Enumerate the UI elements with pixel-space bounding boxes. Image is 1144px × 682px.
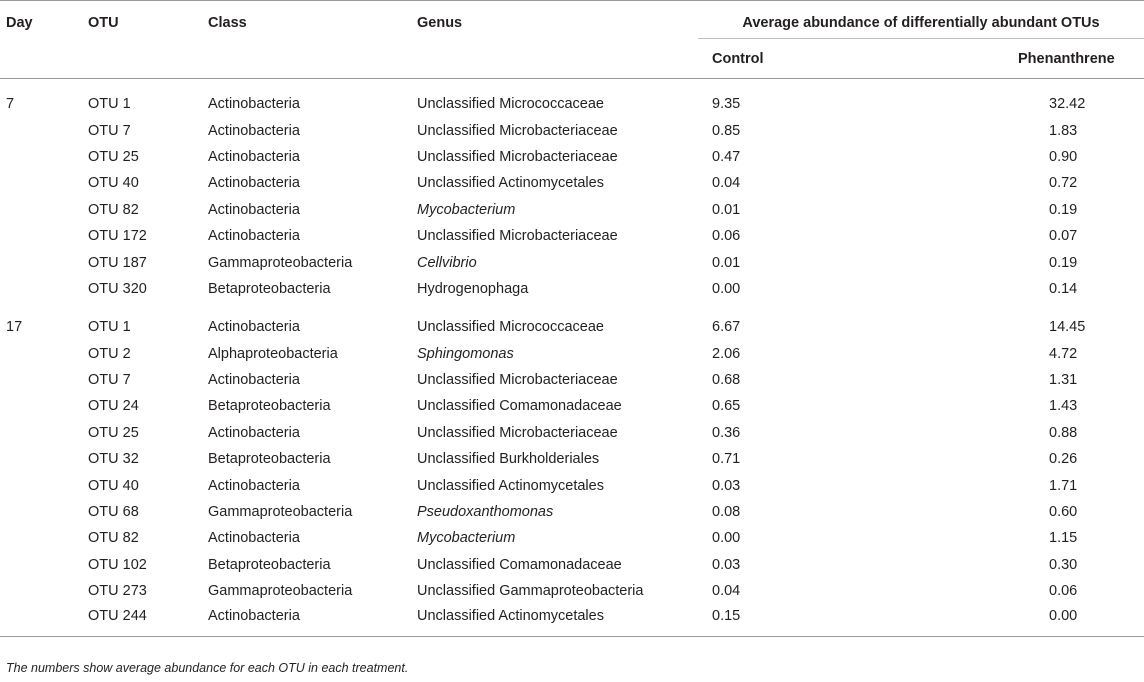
cell-otu: OTU 172 — [88, 228, 147, 245]
cell-phenanthrene: 1.83 — [1049, 122, 1078, 139]
col-header-day: Day — [0, 1, 88, 79]
table-row — [0, 249, 1144, 275]
cell-phenanthrene: 0.90 — [1049, 148, 1078, 165]
table-row — [0, 578, 1144, 604]
table-row — [0, 393, 1144, 419]
col-header-class: Class — [208, 1, 417, 79]
cell-genus: Unclassified Microbacteriaceae — [417, 122, 618, 139]
cell-genus: Unclassified Comamonadaceae — [417, 398, 622, 415]
cell-otu: OTU 7 — [88, 122, 131, 139]
cell-day — [0, 578, 88, 604]
cell-day — [0, 144, 88, 170]
cell-phenanthrene: 1.71 — [1049, 477, 1078, 494]
table-row — [0, 314, 1144, 340]
cell-class: Actinobacteria — [208, 201, 300, 218]
cell-phenanthrene: 0.19 — [1049, 254, 1078, 271]
cell-control: 0.71 — [712, 451, 741, 468]
cell-day — [0, 170, 88, 196]
cell-class: Actinobacteria — [208, 319, 300, 336]
table-row — [0, 472, 1144, 498]
table-row — [0, 604, 1144, 636]
cell-class: Actinobacteria — [208, 530, 300, 547]
cell-control: 0.36 — [712, 424, 741, 441]
cell-genus: Cellvibrio — [417, 254, 477, 271]
cell-control: 0.00 — [712, 530, 741, 547]
group-day-7 — [0, 91, 1144, 302]
cell-control: 0.04 — [712, 583, 741, 600]
cell-phenanthrene: 0.19 — [1049, 201, 1078, 218]
cell-day — [0, 117, 88, 143]
cell-class: Betaproteobacteria — [208, 556, 331, 573]
cell-control: 0.06 — [712, 228, 741, 245]
cell-genus: Mycobacterium — [417, 201, 516, 218]
cell-day — [0, 249, 88, 275]
col-header-control: Control — [698, 39, 786, 79]
table-row — [0, 499, 1144, 525]
table-row — [0, 446, 1144, 472]
table-header — [0, 1, 1144, 79]
cell-day — [0, 420, 88, 446]
cell-phenanthrene: 0.72 — [1049, 175, 1078, 192]
cell-phenanthrene: 1.43 — [1049, 398, 1078, 415]
cell-day: 7 — [6, 96, 15, 113]
cell-class: Actinobacteria — [208, 148, 300, 165]
cell-class: Betaproteobacteria — [208, 398, 331, 415]
cell-genus: Unclassified Actinomycetales — [417, 477, 604, 494]
group-day-17 — [0, 314, 1144, 636]
cell-otu: OTU 82 — [88, 530, 139, 547]
cell-genus: Mycobacterium — [417, 530, 516, 547]
cell-class: Gammaproteobacteria — [208, 583, 353, 600]
cell-control: 0.04 — [712, 175, 741, 192]
cell-otu: OTU 2 — [88, 345, 131, 362]
cell-day: 17 — [6, 319, 23, 336]
cell-day — [0, 552, 88, 578]
cell-genus: Unclassified Microbacteriaceae — [417, 148, 618, 165]
cell-day — [0, 276, 88, 302]
table-row — [0, 197, 1144, 223]
cell-class: Actinobacteria — [208, 424, 300, 441]
cell-genus: Unclassified Burkholderiales — [417, 451, 600, 468]
cell-phenanthrene: 0.30 — [1049, 556, 1078, 573]
cell-phenanthrene: 0.26 — [1049, 451, 1078, 468]
cell-class: Actinobacteria — [208, 604, 417, 636]
cell-otu: OTU 40 — [88, 477, 139, 494]
col-header-otu: OTU — [88, 1, 208, 79]
cell-otu: OTU 102 — [88, 556, 147, 573]
cell-otu: OTU 25 — [88, 148, 139, 165]
cell-class: Actinobacteria — [208, 96, 300, 113]
cell-control: 0.01 — [712, 201, 741, 218]
table-row — [0, 420, 1144, 446]
cell-class: Actinobacteria — [208, 372, 300, 389]
cell-genus: Hydrogenophaga — [417, 280, 529, 297]
table-row — [0, 117, 1144, 143]
cell-control: 0.68 — [712, 372, 741, 389]
cell-control: 0.03 — [712, 477, 741, 494]
cell-phenanthrene: 0.60 — [1049, 504, 1078, 521]
cell-class: Gammaproteobacteria — [208, 254, 353, 271]
cell-otu: OTU 273 — [88, 583, 147, 600]
cell-control: 0.00 — [712, 280, 741, 297]
cell-otu: OTU 320 — [88, 280, 147, 297]
cell-phenanthrene: 4.72 — [1049, 345, 1078, 362]
cell-otu: OTU 68 — [88, 504, 139, 521]
table-footnote: The numbers show average abundance for each OTU in each treatment. — [6, 661, 409, 675]
cell-phenanthrene: 1.31 — [1049, 372, 1078, 389]
cell-control: 2.06 — [712, 345, 741, 362]
cell-class: Actinobacteria — [208, 122, 300, 139]
cell-genus: Unclassified Gammaproteobacteria — [417, 583, 644, 600]
cell-class: Betaproteobacteria — [208, 451, 331, 468]
table-row — [0, 223, 1144, 249]
cell-control: 0.15 — [698, 604, 786, 636]
cell-otu: OTU 1 — [88, 96, 131, 113]
cell-class: Alphaproteobacteria — [208, 345, 338, 362]
cell-phenanthrene: 14.45 — [1049, 319, 1086, 336]
cell-phenanthrene: 0.14 — [1049, 280, 1078, 297]
cell-day — [0, 499, 88, 525]
cell-otu: OTU 7 — [88, 372, 131, 389]
cell-day — [0, 525, 88, 551]
cell-phenanthrene: 0.06 — [1049, 583, 1078, 600]
table-row — [0, 170, 1144, 196]
cell-day — [0, 393, 88, 419]
cell-otu: OTU 82 — [88, 201, 139, 218]
cell-genus: Unclassified Actinomycetales — [417, 175, 604, 192]
cell-otu: OTU 25 — [88, 424, 139, 441]
cell-day — [0, 472, 88, 498]
cell-genus: Unclassified Actinomycetales — [417, 604, 698, 636]
cell-genus: Unclassified Micrococcaceae — [417, 96, 604, 113]
cell-control: 9.35 — [712, 96, 741, 113]
cell-day — [0, 604, 88, 636]
col-header-abundance: Average abundance of differentially abundant OTUs — [698, 1, 1144, 39]
cell-day — [0, 223, 88, 249]
cell-control: 0.08 — [712, 504, 741, 521]
table-row — [0, 367, 1144, 393]
cell-genus: Sphingomonas — [417, 345, 514, 362]
cell-otu: OTU 244 — [88, 604, 208, 636]
cell-phenanthrene: 0.07 — [1049, 228, 1078, 245]
cell-otu: OTU 32 — [88, 451, 139, 468]
cell-control: 0.47 — [712, 148, 741, 165]
cell-otu: OTU 1 — [88, 319, 131, 336]
cell-genus: Unclassified Comamonadaceae — [417, 556, 622, 573]
table-row — [0, 341, 1144, 367]
cell-control: 6.67 — [712, 319, 741, 336]
cell-phenanthrene: 1.15 — [1049, 530, 1078, 547]
cell-class: Actinobacteria — [208, 228, 300, 245]
cell-genus: Unclassified Microbacteriaceae — [417, 372, 618, 389]
cell-genus: Unclassified Micrococcaceae — [417, 319, 604, 336]
cell-class: Actinobacteria — [208, 477, 300, 494]
col-header-genus: Genus — [417, 1, 698, 79]
cell-phenanthrene: 32.42 — [1049, 96, 1086, 113]
cell-class: Betaproteobacteria — [208, 280, 331, 297]
cell-day — [0, 341, 88, 367]
cell-otu: OTU 40 — [88, 175, 139, 192]
cell-genus: Pseudoxanthomonas — [417, 504, 554, 521]
cell-phenanthrene: 0.88 — [1049, 424, 1078, 441]
cell-day — [0, 197, 88, 223]
cell-class: Actinobacteria — [208, 175, 300, 192]
table-row — [0, 144, 1144, 170]
cell-control: 0.03 — [712, 556, 741, 573]
cell-control: 0.65 — [712, 398, 741, 415]
cell-genus: Unclassified Microbacteriaceae — [417, 424, 618, 441]
cell-control: 0.01 — [712, 254, 741, 271]
cell-genus: Unclassified Microbacteriaceae — [417, 228, 618, 245]
cell-class: Gammaproteobacteria — [208, 504, 353, 521]
cell-phenanthrene: 0.00 — [786, 604, 1144, 636]
table-row — [0, 91, 1144, 117]
cell-otu: OTU 187 — [88, 254, 147, 271]
cell-control: 0.85 — [712, 122, 741, 139]
col-header-phenanthrene: Phenanthrene — [786, 39, 1144, 79]
cell-day — [0, 446, 88, 472]
cell-day — [0, 367, 88, 393]
cell-otu: OTU 24 — [88, 398, 139, 415]
table-row — [0, 525, 1144, 551]
table-row — [0, 276, 1144, 302]
table-row — [0, 552, 1144, 578]
